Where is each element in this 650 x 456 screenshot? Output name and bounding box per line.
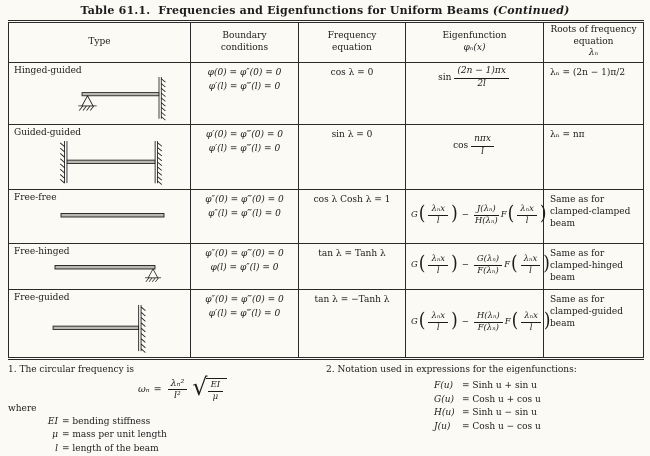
- table-title-continued: (Continued): [492, 4, 570, 17]
- type-cell: [9, 63, 191, 125]
- roots-cell: λₙ = (2n − 1)π/2: [544, 63, 644, 125]
- eig-arg-num: λₙx: [428, 255, 448, 266]
- notation-rhs: = Cosh u + cos u: [462, 394, 541, 405]
- where-label: where: [8, 403, 37, 414]
- definition-value: = mass per unit length: [62, 430, 167, 441]
- roots-cell: Same as for clamped-clamped beam: [544, 190, 644, 244]
- eig-arg-num: λₙx: [428, 312, 448, 323]
- beam-frequencies-table: [8, 20, 644, 360]
- free-hinged-diagram: [54, 261, 172, 285]
- eig-ratio-num: J(λₙ): [474, 205, 499, 216]
- notation-line: [434, 421, 642, 435]
- guided-guided-diagram: [52, 140, 172, 186]
- bc-line1: φ″(0) = φ‴(0) = 0: [205, 295, 284, 306]
- col-header-frequency: [299, 22, 406, 63]
- col-header-boundary-line1: Boundary: [222, 30, 267, 41]
- col-header-boundary: [191, 22, 299, 63]
- eig-f-symbol: F: [504, 317, 511, 328]
- table-row-free-guided: [9, 290, 644, 359]
- roots-cell: Same as for clamped-guided beam: [544, 290, 644, 359]
- bc-line1: φ″(0) = φ‴(0) = 0: [205, 195, 284, 206]
- radical-sign-icon: √: [192, 373, 208, 402]
- col-header-boundary-line2: conditions: [220, 42, 269, 53]
- eig-f-symbol: F: [500, 210, 507, 221]
- eig-arg-num: λₙx: [521, 312, 541, 323]
- frequency-equation-cell: cos λ Cosh λ = 1: [299, 190, 406, 244]
- notation-fn: J(u): [434, 421, 451, 432]
- omega-symbol: ωₙ: [138, 384, 150, 396]
- eig-arg-den: l: [436, 265, 440, 276]
- col-header-roots-symbol: λₙ: [588, 48, 599, 59]
- eig-f-symbol: F: [504, 260, 511, 271]
- notation-line: [434, 380, 642, 394]
- eig-function-name: sin: [438, 73, 452, 83]
- circular-frequency-formula: [138, 373, 322, 402]
- free-guided-diagram: [50, 304, 160, 354]
- col-header-type: [9, 22, 191, 63]
- boundary-conditions-cell: [191, 125, 299, 190]
- eig-frac-den: 2l: [477, 78, 486, 89]
- col-header-frequency-line1: Frequency: [327, 30, 377, 41]
- row-type-label: Free-free: [14, 193, 57, 204]
- free-free-diagram: [60, 211, 166, 221]
- radical-num: EI: [208, 381, 224, 392]
- eig-g-symbol: G: [411, 210, 418, 221]
- eig-frac-num: nπx: [471, 135, 494, 146]
- eig-frac-num: (2n − 1)πx: [454, 67, 509, 78]
- type-cell: [9, 190, 191, 244]
- frequency-equation-cell: tan λ = −Tanh λ: [299, 290, 406, 359]
- eig-arg-num: λₙx: [521, 255, 541, 266]
- bc-line2: φ′(l) = φ‴(l) = 0: [208, 309, 281, 319]
- notation-fn: G(u): [434, 394, 455, 405]
- col-header-frequency-line2: equation: [332, 42, 372, 53]
- bc-line2: φ′(l) = φ‴(l) = 0: [208, 82, 281, 92]
- bc-line1: φ″(0) = φ‴(0) = 0: [205, 249, 284, 260]
- boundary-conditions-cell: [191, 244, 299, 290]
- roots-cell: Same as for clamped-hinged beam: [544, 244, 644, 290]
- eig-arg-den: l: [529, 322, 533, 333]
- type-cell: [9, 244, 191, 290]
- eig-arg-den: l: [436, 215, 440, 226]
- bc-line2: φ(l) = φ″(l) = 0: [210, 263, 279, 273]
- row-type-label: Free-hinged: [14, 247, 70, 258]
- hinged-guided-diagram: [66, 77, 186, 121]
- table-row-free-hinged: [9, 244, 644, 290]
- footnote-circular-frequency: [0, 365, 322, 456]
- frequency-equation-cell: sin λ = 0: [299, 125, 406, 190]
- definition-symbol: EI: [47, 416, 58, 427]
- notation-lines: [434, 380, 642, 434]
- eigenfunction-cell: [406, 125, 544, 190]
- footnote-notation: [322, 365, 642, 456]
- footnote2-title: 2. Notation used in expressions for the eigenfunctions:: [326, 365, 577, 376]
- notation-line: [434, 407, 642, 421]
- eig-ratio-num: G(λₙ): [474, 255, 502, 266]
- eig-ratio-num: H(λₙ): [474, 312, 503, 323]
- eig-ratio-den: H(λₙ): [474, 215, 498, 226]
- eigenfunction-cell: G ( $\frac{\text{λₙx}}{l}$ ) − $\frac{\text{J(λₙ)}}{\text{H(λₙ)}}$ F ( $\frac{\text{λₙx}}{l}$ ): [406, 190, 544, 244]
- eig-arg-den: l: [525, 215, 529, 226]
- eig-function-name: cos: [453, 141, 469, 151]
- bc-line2: φ″(l) = φ‴(l) = 0: [208, 209, 281, 219]
- eig-g-symbol: G: [411, 260, 418, 271]
- eig-arg-den: l: [529, 265, 532, 276]
- eigenfunction-cell: [406, 63, 544, 125]
- table-number: Table 61.1.: [80, 4, 151, 17]
- boundary-conditions-cell: [191, 190, 299, 244]
- radical-den: μ: [212, 391, 219, 402]
- eigenfunction-cell: G ( $\frac{\text{λₙx}}{l}$ ) − $\frac{\text{H(λₙ)}}{\text{F(λₙ)}}$ F ( $\frac{\text{λₙx}}{l}$ ): [406, 290, 544, 359]
- eig-ratio-den: F(λₙ): [477, 265, 499, 276]
- col-header-type-label: Type: [88, 36, 111, 47]
- notation-line: [434, 394, 642, 408]
- bc-line2: φ′(l) = φ‴(l) = 0: [208, 144, 281, 154]
- definition-value: = bending stiffness: [62, 416, 151, 427]
- col-header-roots-line1: Roots of frequency: [550, 25, 637, 35]
- footnote1-title: 1. The circular frequency is: [8, 365, 135, 376]
- table-row-guided-guided: [9, 125, 644, 190]
- definition-symbol: μ: [52, 430, 58, 441]
- eig-frac-den: l: [481, 146, 484, 157]
- col-header-eigenfunction-line1: Eigenfunction: [442, 30, 507, 41]
- col-header-roots: [544, 22, 644, 63]
- definition-symbol: l: [55, 443, 58, 454]
- type-cell: [9, 125, 191, 190]
- row-type-label: Guided-guided: [14, 128, 82, 139]
- formula-den: l²: [173, 390, 181, 402]
- col-header-eigenfunction: [406, 22, 544, 63]
- frequency-equation-cell: tan λ = Tanh λ: [299, 244, 406, 290]
- eig-arg-num: λₙx: [517, 205, 537, 216]
- table-row-hinged-guided: [9, 63, 644, 125]
- footnotes: [0, 365, 650, 456]
- definition-line: [36, 429, 322, 443]
- frequency-equation-cell: cos λ = 0: [299, 63, 406, 125]
- equals-sign: =: [153, 384, 162, 396]
- eig-arg-den: l: [436, 322, 440, 333]
- boundary-conditions-cell: [191, 290, 299, 359]
- table-row-free-free: [9, 190, 644, 244]
- col-header-roots-line2: equation: [573, 36, 614, 47]
- row-type-label: Free-guided: [14, 293, 70, 304]
- eigenfunction-cell: G ( $\frac{\text{λₙx}}{l}$ ) − $\frac{\text{G(λₙ)}}{\text{F(λₙ)}}$ F ( $\frac{\text{λₙx}}{l}$ ): [406, 244, 544, 290]
- table-title-text: Frequencies and Eigenfunctions for Uniform Beams: [158, 4, 489, 17]
- page-title: [0, 4, 650, 17]
- notation-rhs: = Sinh u − sin u: [462, 408, 537, 419]
- radical: [192, 373, 227, 402]
- bc-line1: φ(0) = φ″(0) = 0: [207, 68, 282, 79]
- bc-line1: φ′(0) = φ‴(0) = 0: [205, 130, 284, 141]
- col-header-eigenfunction-symbol: φₙ(x): [463, 42, 486, 53]
- definition-line: [36, 443, 322, 456]
- type-cell: [9, 290, 191, 359]
- formula-num: λₙ²: [168, 379, 188, 391]
- eig-g-symbol: G: [411, 317, 418, 328]
- row-type-label: Hinged-guided: [14, 66, 82, 77]
- notation-rhs: = Cosh u − cos u: [462, 421, 541, 432]
- notation-fn: H(u): [434, 408, 455, 419]
- notation-fn: F(u): [434, 381, 454, 392]
- eig-arg-num: λₙx: [428, 205, 448, 216]
- eig-ratio-den: F(λₙ): [477, 322, 499, 333]
- notation-rhs: = Sinh u + sin u: [462, 381, 537, 392]
- definition-line: [36, 416, 322, 430]
- roots-cell: λₙ = nπ: [544, 125, 644, 190]
- boundary-conditions-cell: [191, 63, 299, 125]
- header-row: [9, 22, 644, 63]
- definition-value: = length of the beam: [62, 443, 159, 454]
